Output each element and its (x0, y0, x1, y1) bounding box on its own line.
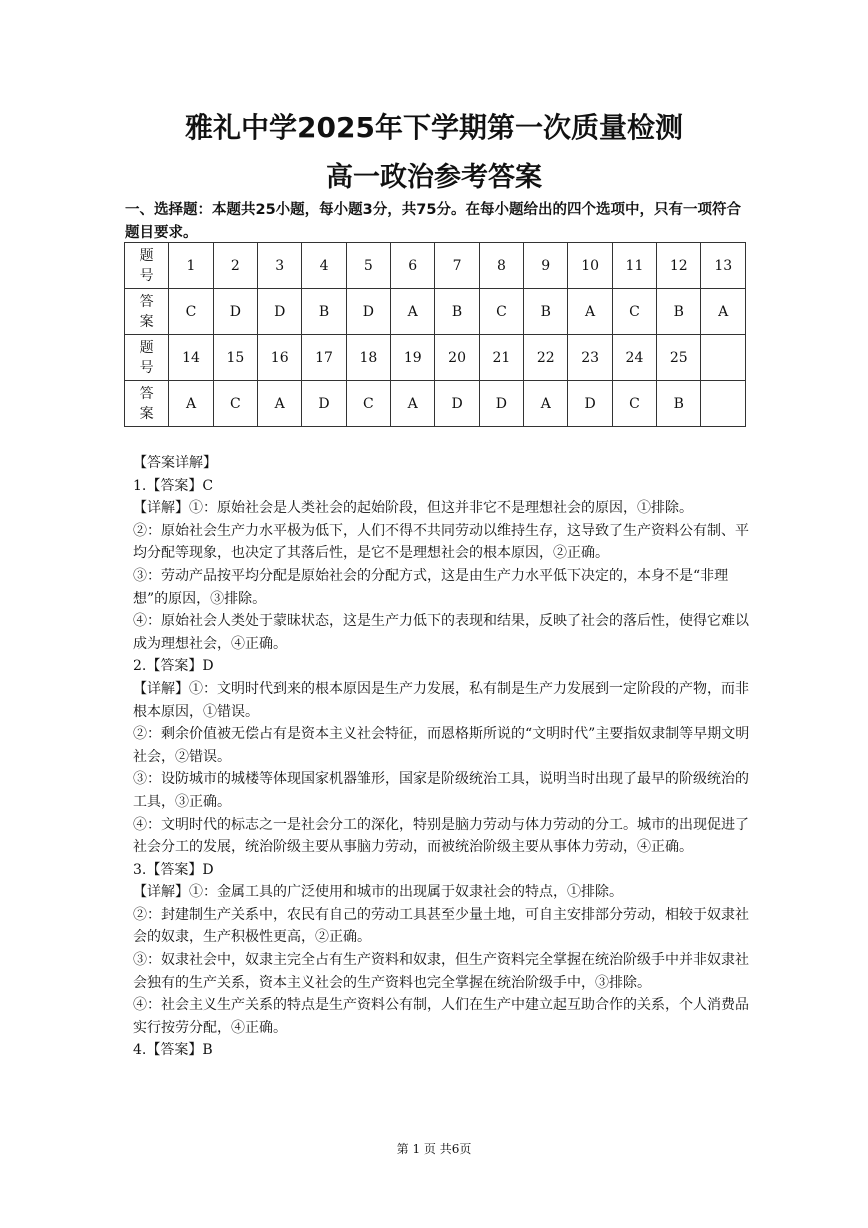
section-heading: 一、选择题：本题共25小题，每小题3分，共75分。在每小题给出的四个选项中，只有一项符合题目要求。 (125, 202, 741, 241)
detail-line: ②：封建制生产关系中，农民有自己的劳动工具甚至少量土地，可自主安排部分劳动，相较于奴隶社会的奴隶，生产积极性更高，②正确。 (133, 906, 749, 946)
table-row-answers-2 (125, 381, 746, 427)
row-label: 题 号 (125, 243, 169, 289)
table-cell: 24 (612, 335, 656, 381)
table-cell: A (391, 289, 435, 335)
detail-line: 3.【答案】D (133, 861, 214, 878)
table-cell: D (435, 381, 479, 427)
table-cell: C (169, 289, 213, 335)
table-cell: 22 (524, 335, 568, 381)
table-cell: 16 (258, 335, 302, 381)
table-row-numbers-2 (125, 335, 746, 381)
table-cell: C (346, 381, 390, 427)
detail-line: 1.【答案】C (133, 477, 214, 494)
row-label: 答 案 (125, 289, 169, 335)
answer-table (124, 242, 746, 427)
table-cell: 14 (169, 335, 213, 381)
table-cell: 11 (612, 243, 656, 289)
table-cell: A (391, 381, 435, 427)
table-cell: 6 (391, 243, 435, 289)
detail-line: 【详解】①：原始社会是人类社会的起始阶段，但这并非它不是理想社会的原因，①排除。 (133, 500, 693, 517)
table-row-numbers-1 (125, 243, 746, 289)
details-heading: 【答案详解】 (133, 455, 217, 471)
table-cell: B (302, 289, 346, 335)
table-cell: A (169, 381, 213, 427)
row-label: 题 号 (125, 335, 169, 381)
table-cell: 7 (435, 243, 479, 289)
table-cell: B (657, 289, 701, 335)
detail-line: ④：文明时代的标志之一是社会分工的深化，特别是脑力劳动与体力劳动的分工。城市的出现促进了社会分工的发展，统治阶级主要从事脑力劳动，而被统治阶级主要从事体力劳动，④正确。 (133, 816, 749, 856)
table-cell: 20 (435, 335, 479, 381)
table-cell: 8 (479, 243, 523, 289)
table-cell: 1 (169, 243, 213, 289)
table-cell (701, 381, 746, 427)
detail-line: ④：社会主义生产关系的特点是生产资料公有制，人们在生产中建立起互助合作的关系，个人消费品实行按劳分配，④正确。 (133, 997, 749, 1036)
page-title: 雅礼中学2025年下学期第一次质量检测 (185, 111, 683, 144)
table-cell: B (524, 289, 568, 335)
table-cell: D (302, 381, 346, 427)
detail-line: 2.【答案】D (133, 658, 214, 675)
table-cell: C (479, 289, 523, 335)
table-cell: 18 (346, 335, 390, 381)
table-cell: 3 (258, 243, 302, 289)
detail-line: ③：设防城市的城楼等体现国家机器雏形，国家是阶级统治工具，说明当时出现了最早的阶级统治的工具，③正确。 (133, 771, 749, 810)
table-cell: 25 (657, 335, 701, 381)
table-cell: 21 (479, 335, 523, 381)
table-row-answers-1 (125, 289, 746, 335)
detail-line: 4.【答案】B (133, 1042, 213, 1059)
detail-line: 【详解】①：金属工具的广泛使用和城市的出现属于奴隶社会的特点，①排除。 (133, 884, 623, 901)
table-cell (701, 335, 746, 381)
table-cell: 23 (568, 335, 612, 381)
table-cell: D (479, 381, 523, 427)
detail-line: ③：奴隶社会中，奴隶主完全占有生产资料和奴隶，但生产资料完全掌握在统治阶级手中并非奴隶社会独有的生产关系，资本主义社会的生产资料也完全掌握在统治阶级手中，③排除。 (133, 952, 749, 991)
detail-line: ②：原始社会生产力水平极为低下，人们不得不共同劳动以维持生存，这导致了生产资料公有制、平均分配等现象，也决定了其落后性，是它不是理想社会的根本原因，②正确。 (133, 522, 749, 562)
table-cell: A (524, 381, 568, 427)
table-cell: 2 (213, 243, 257, 289)
table-cell: 19 (391, 335, 435, 381)
page-subtitle: 高一政治参考答案 (326, 162, 542, 193)
detail-lines (133, 475, 753, 1062)
table-cell: 4 (302, 243, 346, 289)
detail-line: 【详解】①：文明时代到来的根本原因是生产力发展，私有制是生产力发展到一定阶段的产物，而非根本原因，①错误。 (133, 680, 749, 720)
table-cell: B (435, 289, 479, 335)
table-cell: 12 (657, 243, 701, 289)
table-cell: 9 (524, 243, 568, 289)
table-cell: C (213, 381, 257, 427)
answer-details (133, 452, 753, 1062)
table-cell: D (213, 289, 257, 335)
table-cell: 13 (701, 243, 746, 289)
table-cell: 17 (302, 335, 346, 381)
table-cell: C (612, 289, 656, 335)
table-cell: C (612, 381, 656, 427)
table-cell: B (657, 381, 701, 427)
detail-line: ③：劳动产品按平均分配是原始社会的分配方式，这是由生产力水平低下决定的，本身不是“非理想”的原因，③排除。 (133, 567, 729, 607)
row-label: 答 案 (125, 381, 169, 427)
table-cell: A (568, 289, 612, 335)
table-cell: 10 (568, 243, 612, 289)
table-cell: 5 (346, 243, 390, 289)
page-footer: 第 1 页 共6页 (396, 1142, 472, 1156)
detail-line: ②：剩余价值被无偿占有是资本主义社会特征，而恩格斯所说的“文明时代”主要指奴隶制等早期文明社会，②错误。 (133, 726, 750, 765)
table-cell: D (346, 289, 390, 335)
table-cell: A (701, 289, 746, 335)
table-cell: D (568, 381, 612, 427)
table-cell: 15 (213, 335, 257, 381)
table-cell: D (258, 289, 302, 335)
detail-line: ④：原始社会人类处于蒙昧状态，这是生产力低下的表现和结果，反映了社会的落后性，使得它难以成为理想社会，④正确。 (133, 613, 749, 652)
table-cell: A (258, 381, 302, 427)
